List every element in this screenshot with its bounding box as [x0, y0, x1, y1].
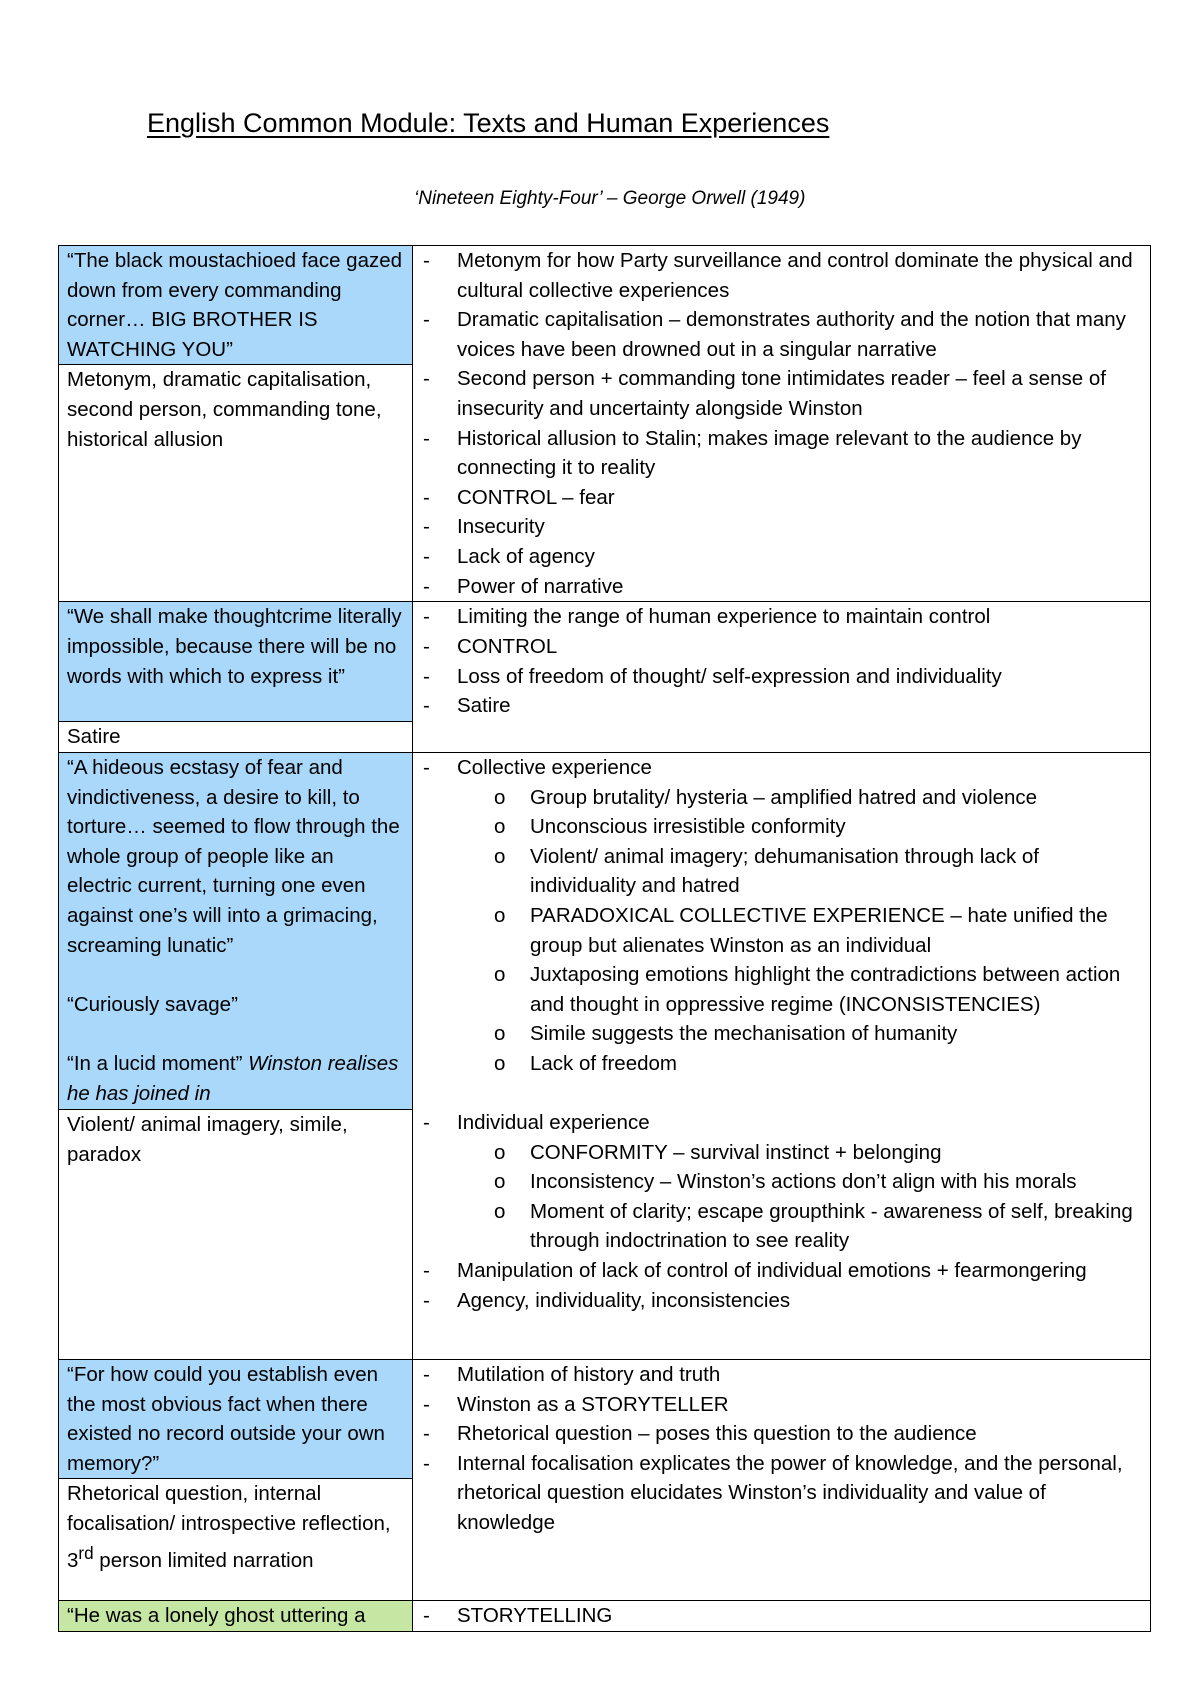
- list-item: [421, 1108, 1142, 1256]
- list-item: - Rhetorical question – poses this question to the audience: [421, 1419, 1142, 1449]
- list-item: - Manipulation of lack of control of individual emotions + fearmongering: [421, 1256, 1142, 1286]
- list-item: - Loss of freedom of thought/ self-expression and individuality: [421, 662, 1142, 692]
- quote-cell: “For how could you establish even the most obvious fact when there existed no record outside your own memory?”: [59, 1359, 413, 1478]
- sub-list-item: o PARADOXICAL COLLECTIVE EXPERIENCE – hate unified the group but alienates Winston as an individual: [457, 901, 1142, 960]
- analysis-list: [421, 246, 1142, 601]
- analysis-list: [421, 1108, 1142, 1315]
- list-item: - STORYTELLING: [421, 1601, 1142, 1631]
- technique-cell: [59, 1479, 413, 1601]
- list-heading: Individual experience: [457, 1111, 650, 1135]
- analysis-cell: [413, 1359, 1151, 1600]
- quote-text: [67, 1049, 404, 1108]
- sub-list-item: o Simile suggests the mechanisation of humanity: [457, 1019, 1142, 1049]
- table-row: [59, 752, 1151, 1109]
- table-row: [59, 602, 1151, 722]
- quote-text-plain: “In a lucid moment”: [67, 1051, 249, 1075]
- list-item: - Second person + commanding tone intimidates reader – feel a sense of insecurity and uncertainty alongside Winston: [421, 364, 1142, 423]
- analysis-cell: [413, 246, 1151, 602]
- sub-list-item: o Group brutality/ hysteria – amplified hatred and violence: [457, 783, 1142, 813]
- sub-list-item: o CONFORMITY – survival instinct + belonging: [457, 1138, 1142, 1168]
- quote-cell: [59, 752, 413, 1109]
- analysis-cell: [413, 752, 1151, 1359]
- analysis-list: [421, 1360, 1142, 1538]
- analysis-table: [58, 245, 1151, 1632]
- analysis-cell: [413, 602, 1151, 753]
- quote-text: “A hideous ecstasy of fear and vindictiveness, a desire to kill, to torture… seemed to flow through the whole group of people like an electric current, turning one even against one’s will into a grimacing, screaming lunatic”: [67, 755, 400, 957]
- quote-text-italic: Winston realises he has joined in: [67, 1051, 399, 1105]
- sub-list-item: o Moment of clarity; escape groupthink - awareness of self, breaking through indoctrination to see reality: [457, 1197, 1142, 1256]
- analysis-list: [421, 602, 1142, 720]
- sub-list-item: o Juxtaposing emotions highlight the contradictions between action and thought in oppressive regime (INCONSISTENCIES): [457, 960, 1142, 1019]
- list-item: - Power of narrative: [421, 572, 1142, 602]
- list-item: - Insecurity: [421, 512, 1142, 542]
- quote-cell: “He was a lonely ghost uttering a: [59, 1601, 413, 1632]
- list-item: - Satire: [421, 691, 1142, 721]
- list-item: - Lack of agency: [421, 542, 1142, 572]
- list-item: - CONTROL – fear: [421, 483, 1142, 513]
- technique-cell: Violent/ animal imagery, simile, paradox: [59, 1109, 413, 1359]
- sub-list: [457, 1138, 1142, 1256]
- table-row: [59, 1359, 1151, 1478]
- sub-list: [457, 783, 1142, 1079]
- list-item: - Agency, individuality, inconsistencies: [421, 1286, 1142, 1316]
- quote-cell: “The black moustachioed face gazed down from every commanding corner… BIG BROTHER IS WATCHING YOU”: [59, 246, 413, 365]
- analysis-cell: [413, 1601, 1151, 1632]
- list-item: - Limiting the range of human experience to maintain control: [421, 602, 1142, 632]
- technique-text: person limited narration: [93, 1548, 314, 1572]
- sub-list-item: o Unconscious irresistible conformity: [457, 812, 1142, 842]
- quote-cell: “We shall make thoughtcrime literally impossible, because there will be no words with which to express it”: [59, 602, 413, 722]
- superscript-rd: rd: [78, 1543, 94, 1563]
- table-row: [59, 246, 1151, 365]
- sub-list-item: o Lack of freedom: [457, 1049, 1142, 1079]
- sub-list-item: o Violent/ animal imagery; dehumanisation through lack of individuality and hatred: [457, 842, 1142, 901]
- technique-cell: Satire: [59, 722, 413, 753]
- list-item: - Internal focalisation explicates the power of knowledge, and the personal, rhetorical question elucidates Winston’s individuality and value of knowledge: [421, 1449, 1142, 1538]
- technique-text: Rhetorical question, internal focalisation/ introspective reflection, 3: [67, 1482, 391, 1572]
- quote-text: “Curiously savage”: [67, 992, 238, 1016]
- list-item: - Metonym for how Party surveillance and control dominate the physical and cultural collective experiences: [421, 246, 1142, 305]
- list-item: - Historical allusion to Stalin; makes image relevant to the audience by connecting it to reality: [421, 424, 1142, 483]
- list-item: - Mutilation of history and truth: [421, 1360, 1142, 1390]
- analysis-list: [421, 753, 1142, 1079]
- analysis-list: [421, 1601, 1142, 1631]
- list-item: - Winston as a STORYTELLER: [421, 1390, 1142, 1420]
- table-row: [59, 1601, 1151, 1632]
- list-item: - Dramatic capitalisation – demonstrates authority and the notion that many voices have been drowned out in a singular narrative: [421, 305, 1142, 364]
- sub-list-item: o Inconsistency – Winston’s actions don’t align with his morals: [457, 1167, 1142, 1197]
- list-heading: Collective experience: [457, 755, 652, 779]
- page-title: English Common Module: Texts and Human Experiences: [147, 108, 830, 138]
- list-item: - CONTROL: [421, 632, 1142, 662]
- list-item: [421, 753, 1142, 1079]
- text-subtitle: ‘Nineteen Eighty-Four’ – George Orwell (1949): [414, 188, 806, 209]
- technique-cell: Metonym, dramatic capitalisation, second person, commanding tone, historical allusion: [59, 365, 413, 602]
